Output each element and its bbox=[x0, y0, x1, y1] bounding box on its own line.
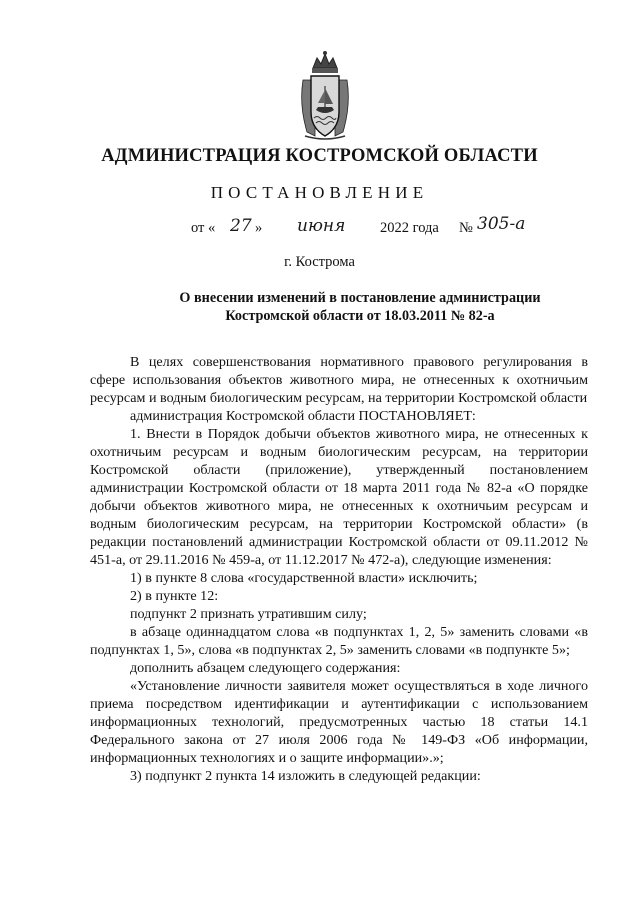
city-name: г. Кострома bbox=[284, 254, 355, 270]
paragraph-subitem-3: 3) подпункт 2 пункта 14 изложить в следующей редакции: bbox=[130, 768, 481, 784]
paragraph-preamble: В целях совершенствования нормативного правового регулирования в сфере использования объектов животного мира, не отнесенных к охотничьим ресурсам и водным биологическим ресурсам, на территории Костромской области bbox=[90, 354, 588, 406]
date-day-close: » bbox=[255, 220, 263, 236]
paragraph-subitem-1: 1) в пункте 8 слова «государственной власти» исключить; bbox=[130, 570, 478, 586]
title-line-1: О внесении изменений в постановление администрации bbox=[179, 290, 541, 306]
paragraph-add-clause: дополнить абзацем следующего содержания: bbox=[130, 660, 401, 676]
document-body bbox=[90, 353, 588, 785]
paragraph-resolves: администрация Костромской области ПОСТАНОВЛЯЕТ: bbox=[130, 408, 476, 424]
paragraph-eleventh-clause: в абзаце одиннадцатом слова «в подпунктах 1, 2, 5» заменить словами «в подпунктах 1, 5», слова «в подпунктах 2, 5» заменить словами «в подпункте 5»; bbox=[90, 624, 588, 658]
date-day: 27 bbox=[230, 216, 252, 236]
paragraph-quoted-clause: «Установление личности заявителя может осуществляться в ходе личного приема посредством идентификации и аутентификации с использованием информационных технологий, предусмотренных частью 18 статьи 14.1 Федерального закона от 27 июля 2006 года № 149-ФЗ «Об информации, информационных технологиях и о защите информации».»; bbox=[90, 678, 588, 766]
paragraph-subitem-2: 2) в пункте 12: bbox=[130, 588, 219, 604]
date-month: июня bbox=[297, 216, 346, 236]
paragraph-subpoint-2-invalid: подпункт 2 признать утратившим силу; bbox=[130, 606, 367, 622]
coat-of-arms-icon bbox=[295, 50, 355, 142]
document-title bbox=[100, 289, 620, 325]
title-line-2: Костромской области от 18.03.2011 № 82-а bbox=[225, 308, 495, 324]
date-number-line bbox=[0, 214, 639, 244]
date-prefix: от « bbox=[191, 220, 216, 236]
document-type: ПОСТАНОВЛЕНИЕ bbox=[210, 183, 429, 202]
document-number: 305-а bbox=[477, 214, 526, 234]
organization-name: АДМИНИСТРАЦИЯ КОСТРОМСКОЙ ОБЛАСТИ bbox=[101, 146, 538, 166]
date-year: 2022 года bbox=[380, 220, 439, 236]
paragraph-item-1: 1. Внести в Порядок добычи объектов животного мира, не отнесенных к охотничьим ресурсам и водным биологическим ресурсам, на территории Костромской области (приложение), утвержденный постановлением администрации Костромской области от 18 марта 2011 года № 82-а «О порядке добычи объектов животного мира, не отнесенных к охотничьим ресурсам и водным биологическим ресурсам, на территории Костромской области» (в редакции постановлений администрации Костромской области от 09.11.2012 № 451-а, от 29.11.2016 № 459-а, от 11.12.2017 № 472-а), следующие изменения: bbox=[90, 426, 588, 568]
number-label: № bbox=[459, 220, 473, 236]
